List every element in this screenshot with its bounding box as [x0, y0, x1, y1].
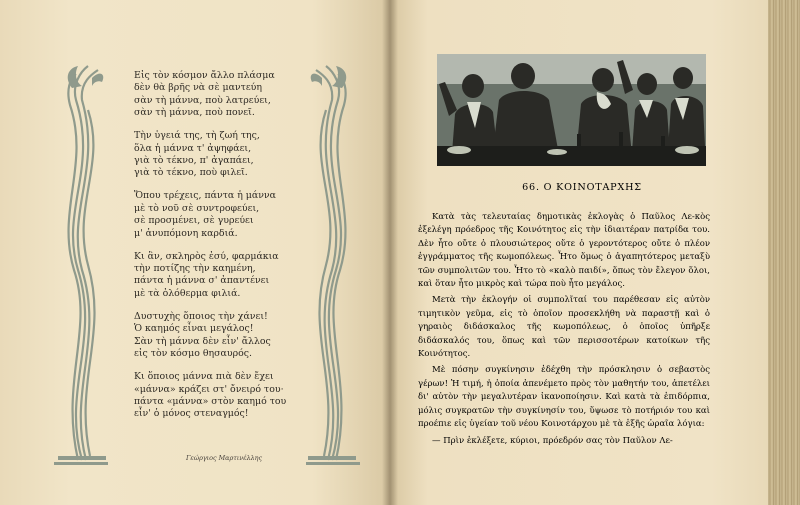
page-edges	[768, 0, 800, 505]
poem-stanza-1: Εἰς τὸν κόσμον ἄλλο πλάσμα δὲν θὰ βρῆς νὰ σὲ μαντεύη σὰν τὴ μάννα, ποὺ λατρεύει, σὰν τὴ μάννα, ποὺ πονεῖ.	[134, 70, 275, 119]
chapter-text	[418, 211, 710, 451]
paragraph-2: Μετὰ τὴν ἐκλογήν οἱ συμπολῖταί του παρέθεσαν εἰς αὐτὸν τιμητικὸν γεῦμα, εἰς τὸ ὁποῖον προσεκλήθη νὰ παραστῇ καὶ ὁ γηραιὸς διδάσκαλος τῆς κωμοπόλεως, ὁ ὁποῖος ὑπῆρξε διδάσκαλός του, ὅπως καὶ τῶν περισσοτέρων κατοίκων τῆς Κοινότητος.	[418, 295, 710, 360]
poem-author: Γεώργιος Μαρτινέλλης	[186, 454, 263, 462]
poem-stanza-5: Δυστυχὴς ὅποιος τὴν χάνει! Ὁ καημός εἶναι μεγάλος! Σὰν τὴ μάννα δὲν εἶν' ἄλλος εἰς τὸν κόσμο θησαυρός.	[134, 310, 271, 360]
poem	[134, 70, 304, 431]
banquet-illustration	[437, 54, 706, 166]
left-vine-ornament	[52, 60, 110, 470]
right-vine-ornament	[304, 60, 362, 470]
poem-stanza-4: Κι ἂν, σκληρὸς ἐσύ, φαρμάκια τὴν ποτίζης τὴν καημένη, πάντα ἡ μάννα σ' ἀπαντένει μὲ τὰ ὁλόθερμα φιλιά.	[134, 250, 279, 299]
paragraph-3: Μὲ πόσην συγκίνησιν ἐδέχθη τὴν πρόσκλησιν ὁ σεβαστὸς γέρων! Ἡ τιμή, ἡ ὁποία ἀπενέμετο πρὸς τὸν μαθητήν του, ἀπετέλει δι' αὐτὸν τὴν μεγαλυτέραν ἱκανοποίησιν. Καὶ κατὰ τὰ ἐπιδόρπια, μόλις συγκρατῶν τὴν συγκίνησίν του, ὕψωσε τὸ ποτήριόν του καὶ προέπιε εἰς ὑγείαν τοῦ νέου Κοινοτάρχου μὲ τὰ ἑξῆς ὡραῖα λόγια:	[418, 365, 710, 430]
paragraph-4: — Πρὶν ἐκλέξετε, κύριοι, πρόεδρόν σας τὸν Παῦλον Λε-	[432, 435, 673, 446]
paragraph-1: Κατὰ τὰς τελευταίας δημοτικὰς ἐκλογὰς ὁ Παῦλος Λε-κὸς ἐξελέγη πρόεδρος τῆς Κοινότητος εἰς τὴν ἰδιαιτέραν πατρίδα του. Δὲν ἦτο οὔτε ὁ πλουσιώτερος οὔτε ὁ γεροντότερος οὔτε ὁ πλέον ἐγγράμματος τῆς κωμοπόλεως. Ἦτο ὅμως ὁ ἀγαπητότερος μεταξὺ τῶν συμπολιτῶν του. Ἦτο τὸ «καλὸ παιδί», ὅπως τὸν ἔλεγον ὅλοι, καὶ ὅταν ἦτο μικρὸς καὶ τώρα ποὺ ἦτο μεγάλος.	[418, 212, 710, 290]
poem-stanza-2: Τὴν ὑγειά της, τὴ ζωή της, ὅλα ἡ μάννα τ' ἀψηφάει, γιὰ τὸ τέκνο, π' ἀγαπάει, γιὰ τὸ τέκνο, ποὺ φιλεῖ.	[134, 130, 260, 179]
poem-stanza-6: Κι ὅποιος μάννα πιὰ δὲν ἔχει «μάννα» κράζει στ' ὄνειρό του· πάντα «μάννα» στὸν καημό του εἶν' ὁ μόνος στεναγμός!	[134, 371, 287, 420]
chapter-heading: 66. Ο ΚΟΙΝΟΤΑΡΧΗΣ	[522, 182, 642, 193]
poem-stanza-3: Ὅπου τρέχεις, πάντα ἡ μάννα μὲ τὸ νοῦ σὲ συντροφεύει, σὲ προσμένει, σὲ γυρεύει μ' ἀνυπόμονη καρδιά.	[134, 190, 276, 239]
left-page	[0, 0, 390, 505]
book-gutter	[382, 0, 398, 505]
